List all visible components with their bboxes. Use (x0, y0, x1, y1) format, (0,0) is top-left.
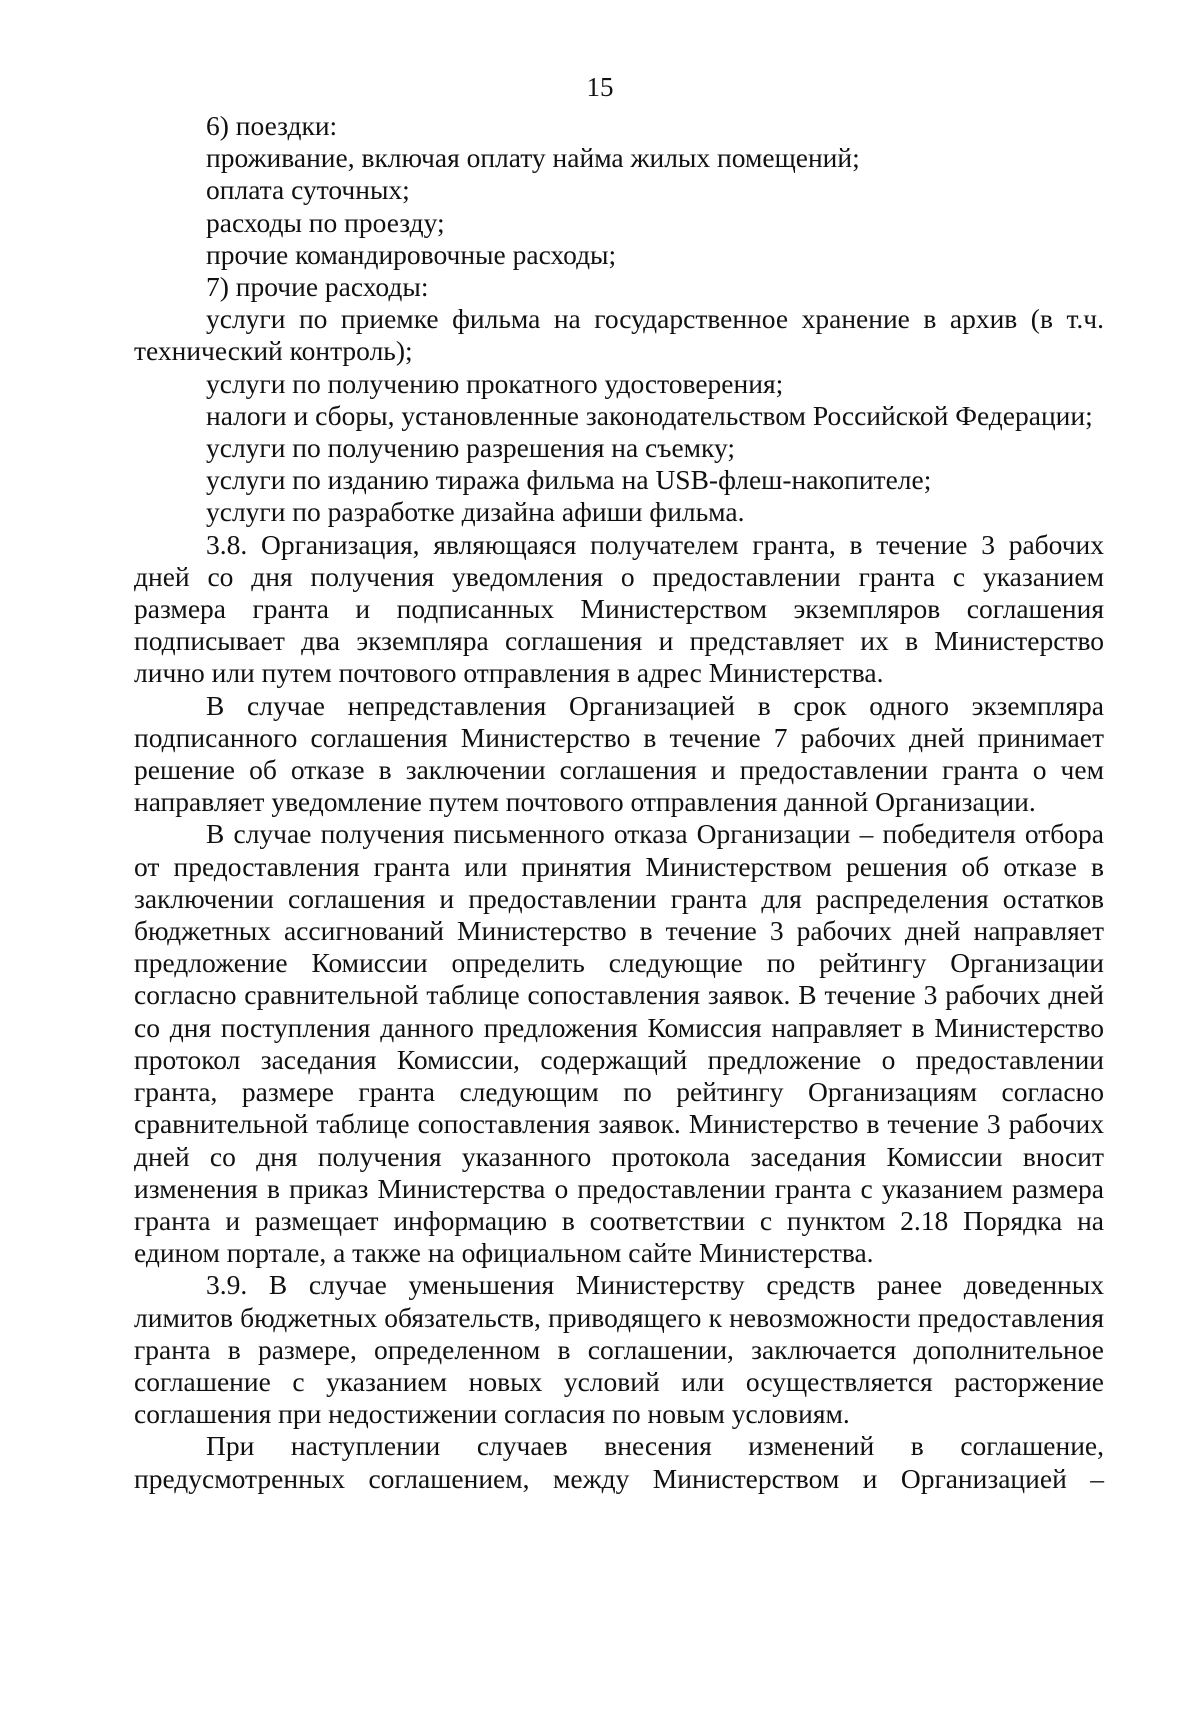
paragraph-other-expenses-heading: 7) прочие расходы: (206, 271, 429, 303)
page-number: 15 (586, 72, 614, 102)
paragraph-poster-design: услуги по разработке дизайна афиши фильма. (206, 496, 745, 528)
paragraph-distribution-certificate: услуги по получению прокатного удостоверения; (206, 367, 784, 399)
paragraph-usb-edition: услуги по изданию тиража фильма на USB-флеш-накопителе; (206, 464, 932, 496)
paragraph-other-travel-costs: прочие командировочные расходы; (206, 238, 617, 270)
paragraph-accommodation: проживание, включая оплату найма жилых помещений; (206, 142, 860, 174)
paragraph-written-refusal: В случае получения письменного отказа Организации – победителя отбора от предоставления гранта или принятия Министерством решения об отказе в заключении соглашения и предоставлении гранта для распределения остатков бюджетных ассигнований Министерство в течение 3 рабочих дней направляет предложение Комиссии определить следующие по рейтингу Организации согласно сравнительной таблице сопоставления заявок. В течение 3 рабочих дней со дня поступления данного предложения Комиссия направляет в Министерство протокол заседания Комиссии, содержащий предложение о предоставлении гранта, размере гранта следующим по рейтингу Организациям согласно сравнительной таблице сопоставления заявок. Министерство в течение 3 рабочих дней со дня получения указанного протокола заседания Комиссии вносит изменения в приказ Министерства о предоставлении гранта с указанием размера гранта и размещает информацию в соответствии с пунктом 2.18 Порядка на едином портале, а также на официальном сайте Министерства. (134, 818, 1104, 1269)
paragraph-travel-costs: расходы по проезду; (206, 206, 445, 238)
paragraph-archive-services: услуги по приемке фильма на государственное хранение в архив (в т.ч. технический контроль); (134, 303, 1104, 367)
paragraph-filming-permit: услуги по получению разрешения на съемку; (206, 432, 736, 464)
paragraph-non-submission: В случае непредставления Организацией в срок одного экземпляра подписанного соглашения Министерство в течение 7 рабочих дней принимает решение об отказе в заключении соглашения и предоставлении гранта о чем направляет уведомление путем почтового отправления данной Организации. (134, 689, 1104, 818)
paragraph-taxes: налоги и сборы, установленные законодательством Российской Федерации; (206, 399, 1093, 431)
paragraph-trips-heading: 6) поездки: (206, 110, 338, 141)
paragraph-section-3-8: 3.8. Организация, являющаяся получателем гранта, в течение 3 рабочих дней со дня получения уведомления о предоставлении гранта с указанием размера гранта и подписанных Министерством экземпляров соглашения подписывает два экземпляра соглашения и представляет их в Министерство лично или путем почтового отправления в адрес Министерства. (134, 528, 1104, 689)
document-body (134, 110, 1104, 1495)
paragraph-amendments: При наступлении случаев внесения изменений в соглашение, предусмотренных соглашением, между Министерством и Организацией – (134, 1430, 1104, 1494)
paragraph-section-3-9: 3.9. В случае уменьшения Министерству средств ранее доведенных лимитов бюджетных обязательств, приводящего к невозможности предоставления гранта в размере, определенном в соглашении, заключается дополнительное соглашение с указанием новых условий или осуществляется расторжение соглашения при недостижении согласия по новым условиям. (134, 1269, 1104, 1430)
paragraph-per-diem: оплата суточных; (206, 174, 410, 206)
